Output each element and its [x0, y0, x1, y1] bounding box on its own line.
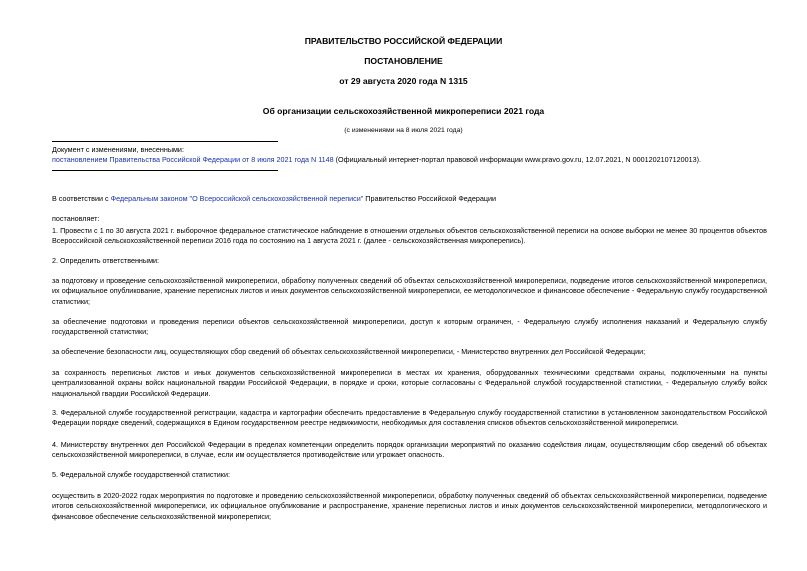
paragraph-5a: осуществить в 2020-2022 годах мероприятия по подготовке и проведению сельскохозяйственной микропереписи, обработку полученных сведений об объектах сельскохозяйственной микропереписи, подведение итогов сельскохозяйственной микропереписи, их официальное опубликование и распространение, хранение переписных листов и иных документов сельскохозяйственной микропереписи, методологического и финансовое обеспечение сельскохозяйственной микропереписи; [52, 491, 767, 521]
top-divider [52, 141, 278, 142]
paragraph-1: 1. Провести с 1 по 30 августа 2021 г. выборочное федеральное статистическое наблюдение в отношении отдельных объектов сельскохозяйственной переписи на основе выборки не менее 30 процентов объектов Всероссийской сельскохозяйственной переписи 2016 года по состоянию на 1 августа 2021 г. (далее - сельскохозяйственная микроперепись). [52, 226, 767, 246]
amendment-link[interactable]: постановлением Правительства Российской Федерации от 8 июля 2021 года N 1148 [52, 155, 334, 165]
paragraph-5: 5. Федеральной службе государственной статистики: [52, 470, 230, 479]
decree-word: постановляет: [52, 214, 100, 223]
amendments-intro: Документ с изменениями, внесенными: [52, 145, 184, 154]
paragraph-2: 2. Определить ответственными: [52, 256, 160, 265]
paragraph-2a: за подготовку и проведение сельскохозяйственной микропереписи, обработку полученных сведений об объектах сельскохозяйственной микропереписи, подведение итогов сельскохозяйственной микропереписи, их официальное опубликование, хранение переписных листов и иных документов сельскохозяйственной микропереписи, ее методологическое и финансовое обеспечение - Федеральную службу государственной статистики; [52, 276, 767, 306]
revision-note: (с изменениями на 8 июля 2021 года) [344, 127, 463, 134]
government-header: ПРАВИТЕЛЬСТВО РОССИЙСКОЙ ФЕДЕРАЦИИ [304, 36, 503, 46]
paragraph-2d: за сохранность переписных листов и иных документов сельскохозяйственной микропереписи в местах их хранения, оборудованных техническими средствами охраны, подключенными на пункты централизованной охраны войск национальной гвардии Российской Федерации, в порядке и сроки, которые согласованы с Федеральной службой государственной статистики, - Федеральную службу войск национальной гвардии Российской Федерации. [52, 368, 767, 398]
paragraph-2c: за обеспечение безопасности лиц, осуществляющих сбор сведений об объектах сельскохозяйственной микропереписи, - Министерство внутренних дел Российской Федерации; [52, 347, 646, 356]
document-title: Об организации сельскохозяйственной микропереписи 2021 года [262, 106, 545, 116]
preamble [52, 194, 767, 204]
preamble-end: Правительство Российской Федерации [363, 194, 496, 203]
document-date-number: от 29 августа 2020 года N 1315 [339, 76, 468, 86]
bottom-divider [52, 170, 278, 171]
paragraph-2b: за обеспечение подготовки и проведения переписи объектов сельскохозяйственной микропереписи, доступ к которым ограничен, - Федеральную службу исполнения наказаний и Федеральную службу государственной статистики; [52, 317, 767, 337]
federal-law-link[interactable]: Федеральным законом "О Всероссийской сельскохозяйственной переписи" [110, 194, 364, 203]
amendment-source-details: (Официальный интернет-портал правовой информации www.pravo.gov.ru, 12.07.2021, N 0001202107120013). [333, 155, 701, 165]
paragraph-3: 3. Федеральной службе государственной регистрации, кадастра и картографии обеспечить предоставление в Федеральную службу государственной статистики в установленном законодательством Российской Федерации порядке сведений, содержащихся в Едином государственном реестре недвижимости, необходимых для составления списков объектов сельскохозяйственной микропереписи. [52, 408, 767, 428]
amendments-source [52, 155, 767, 165]
preamble-start: В соответствии с [52, 194, 111, 203]
document-type: ПОСТАНОВЛЕНИЕ [364, 56, 443, 66]
amendments-block [52, 145, 767, 166]
paragraph-4: 4. Министерству внутренних дел Российской Федерации в пределах компетенции определить порядок организации мероприятий по оказанию содействия лицам, осуществляющим сбор сведений об объектах сельскохозяйственной микропереписи, в случае, если им осуществляется противодействие или угрожает опасность. [52, 440, 767, 460]
